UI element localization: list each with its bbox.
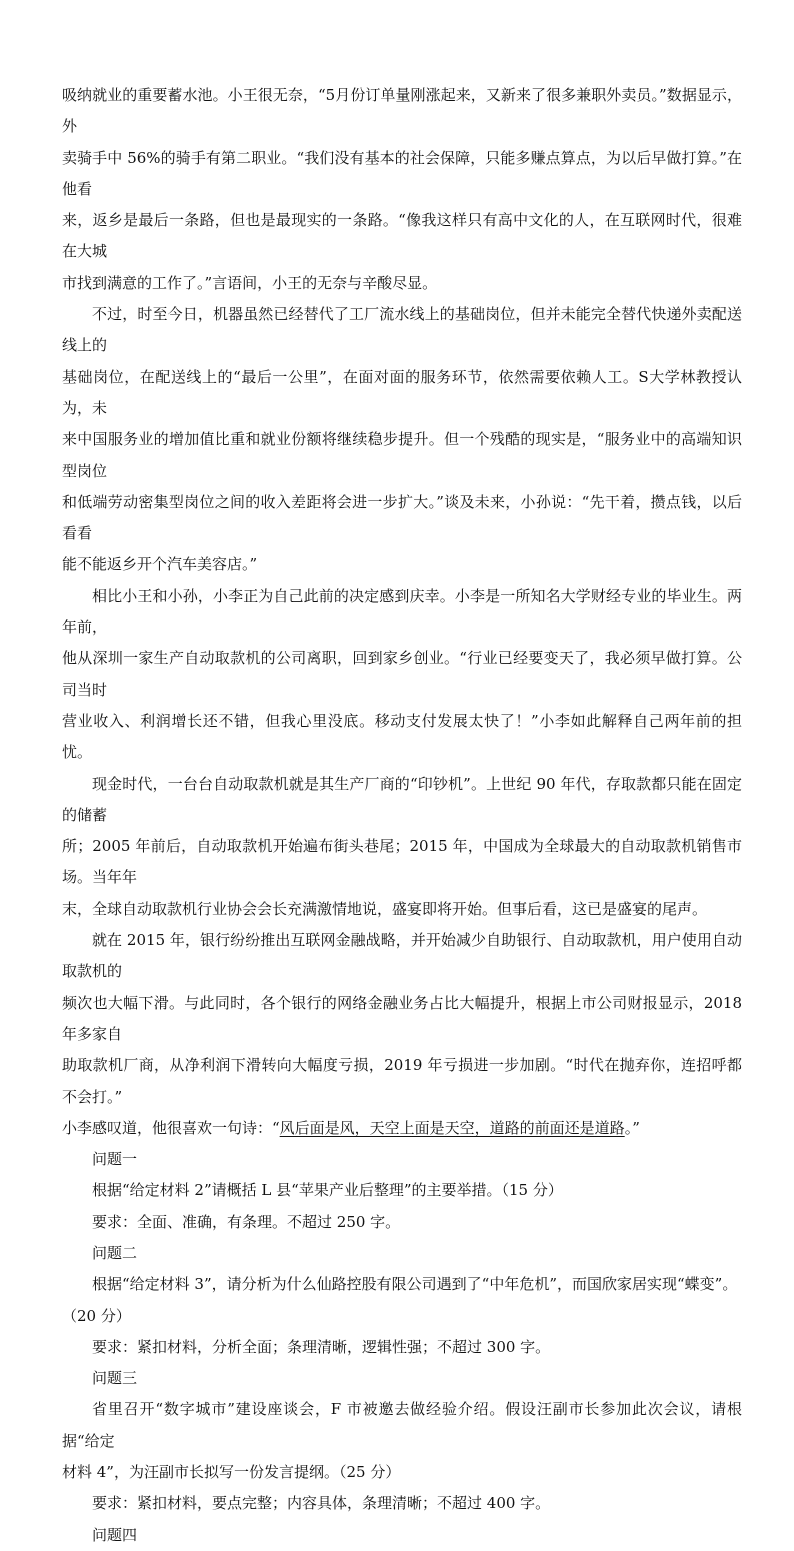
question-3-title: 问题三 (92, 1369, 138, 1388)
text-line: 材料 4”，为汪副市长拟写一份发言提纲。（25 分） (62, 1463, 401, 1482)
text-line-with-quote (62, 1113, 742, 1144)
quote-prefix: 小李感叹道，他很喜欢一句诗：“ (62, 1118, 280, 1137)
question-2-requirement: 要求：紧扣材料，分析全面；条理清晰，逻辑性强；不超过 300 字。 (92, 1337, 551, 1356)
text-line: 吸纳就业的重要蓄水池。小王很无奈，“5月份订单量刚涨起来，又新来了很多兼职外卖员。”数据显示，外 (62, 86, 742, 136)
paragraph-4 (62, 769, 742, 925)
text-line: 所；2005 年前后，自动取款机开始遍布街头巷尾；2015 年，中国成为全球最大的自动取款机销售市场。当年年 (62, 837, 742, 887)
text-line: 末，全球自动取款机行业协会会长充满激情地说，盛宴即将开始。但事后看，这已是盛宴的尾声。 (62, 899, 708, 918)
question-3-requirement: 要求：紧扣材料，要点完整；内容具体，条理清晰；不超过 400 字。 (92, 1494, 551, 1513)
question-1-title: 问题一 (92, 1150, 138, 1169)
text-line: 相比小王和小孙，小李正为自己此前的决定感到庆幸。小李是一所知名大学财经专业的毕业生。两年前， (62, 586, 742, 637)
text-line: 卖骑手中 56%的骑手有第二职业。“我们没有基本的社会保障，只能多赚点算点，为以后早做打算。”在他看 (62, 148, 742, 198)
question-2-text (62, 1269, 742, 1332)
text-line: 市找到满意的工作了。”言语间，小王的无奈与辛酸尽显。 (62, 273, 438, 292)
text-line: 他从深圳一家生产自动取款机的公司离职，回到家乡创业。“行业已经要变天了，我必须早做打算。公司当时 (62, 649, 742, 699)
text-line: 来中国服务业的增加值比重和就业份额将继续稳步提升。但一个残酷的现实是，“服务业中的高端知识型岗位 (62, 430, 742, 480)
text-line: 营业收入、利润增长还不错，但我心里没底。移动支付发展太快了！”小李如此解释自己两年前的担忧。 (62, 711, 742, 762)
paragraph-1 (62, 80, 742, 299)
text-line: 来，返乡是最后一条路，但也是最现实的一条路。“像我这样只有高中文化的人，在互联网时代，很难在大城 (62, 211, 742, 261)
question-3-text (62, 1394, 742, 1488)
text-line: 就在 2015 年，银行纷纷推出互联网金融战略，并开始减少自助银行、自动取款机，用户使用自动取款机的 (62, 931, 742, 981)
quote-suffix: 。” (624, 1118, 640, 1137)
text-line: 基础岗位，在配送线上的“最后一公里”，在面对面的服务环节，依然需要依赖人工。S大学林教授认为，未 (62, 367, 742, 417)
text-line: 现金时代，一台台自动取款机就是其生产厂商的“印钞机”。上世纪 90 年代，存取款都只能在固定的储蓄 (62, 774, 742, 824)
question-1-text: 根据“给定材料 2”请概括 L 县“苹果产业后整理”的主要举措。（15 分） (92, 1181, 563, 1200)
text-line: 能不能返乡开个汽车美容店。” (62, 555, 258, 574)
text-line: （20 分） (62, 1306, 131, 1325)
underlined-poem: 风后面是风，天空上面是天空，道路的前面还是道路 (279, 1118, 625, 1137)
text-line: 助取款机厂商，从净利润下滑转向大幅度亏损，2019 年亏损进一步加剧。“时代在抛弃你，连招呼都不会打。” (62, 1056, 742, 1106)
text-line: 省里召开“数字城市”建设座谈会，F 市被邀去做经验介绍。假设汪副市长参加此次会议，请根据“给定 (62, 1400, 742, 1450)
text-line: 不过，时至今日，机器虽然已经替代了工厂流水线上的基础岗位，但并未能完全替代快递外卖配送线上的 (62, 305, 742, 355)
paragraph-2 (62, 299, 742, 581)
text-line: 根据“给定材料 3”，请分析为什么仙路控股有限公司遇到了“中年危机”，而国欣家居实现“蝶变”。 (92, 1275, 738, 1294)
document-page (62, 80, 742, 1551)
paragraph-3 (62, 581, 742, 769)
text-line: 和低端劳动密集型岗位之间的收入差距将会进一步扩大。”谈及未来，小孙说：“先干着，攒点钱，以后看看 (62, 492, 742, 543)
question-4-title: 问题四 (92, 1525, 138, 1544)
question-1-requirement: 要求：全面、准确，有条理。不超过 250 字。 (92, 1212, 401, 1231)
question-2-title: 问题二 (92, 1243, 138, 1262)
text-line: 频次也大幅下滑。与此同时，各个银行的网络金融业务占比大幅提升，根据上市公司财报显示，2018 年多家自 (62, 993, 742, 1043)
paragraph-5 (62, 925, 742, 1144)
